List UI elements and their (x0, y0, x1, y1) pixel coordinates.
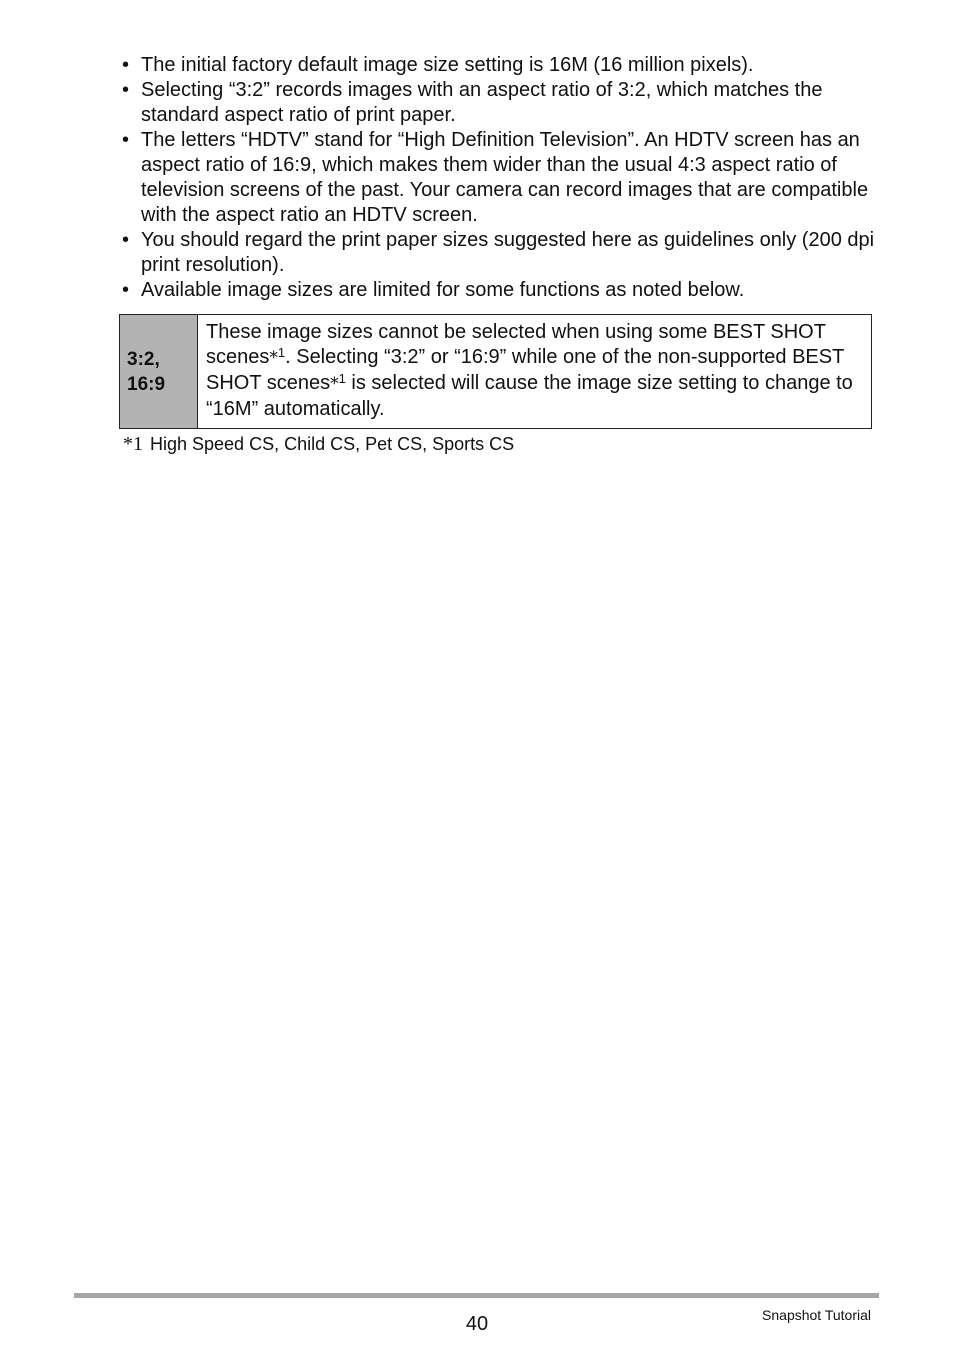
footnote-ref: 1 (338, 371, 346, 386)
restriction-text-cell (198, 315, 872, 429)
restriction-text-part-2: . Selecting “3:2” or “16:9” while one of the non-supported BEST SHOT scenes (206, 346, 844, 394)
bullet-text: You should regard the print paper sizes suggested here as guidelines only (200 dpi print resolution). (141, 229, 875, 276)
restriction-table (119, 314, 872, 429)
footer-divider (74, 1293, 879, 1298)
aspect-ratio-label-cell (120, 315, 198, 429)
bullet-item (120, 78, 880, 128)
table-row (120, 315, 872, 429)
bullet-item (120, 228, 880, 278)
section-title: Snapshot Tutorial (762, 1307, 871, 1323)
label-line-1: 3:2, (127, 348, 160, 370)
bullet-item (120, 278, 880, 303)
restriction-text-part-1: These image sizes cannot be selected when using some BEST SHOT scenes (206, 321, 826, 368)
footnote-text: High Speed CS, Child CS, Pet CS, Sports CS (150, 434, 515, 454)
footnote-mark: *1 (123, 433, 143, 455)
bullet-item (120, 53, 880, 78)
bullet-list (120, 53, 880, 303)
bullet-text: Available image sizes are limited for some functions as noted below. (141, 279, 745, 301)
bullet-text: Selecting “3:2” records images with an aspect ratio of 3:2, which matches the standard aspect ratio of print paper. (141, 79, 823, 126)
bullet-glyph: • (122, 229, 130, 251)
asterisk-mark: * (269, 348, 278, 368)
bullet-glyph: • (122, 79, 130, 101)
bullet-glyph: • (122, 279, 130, 301)
bullet-glyph: • (122, 54, 130, 76)
bullet-text: The initial factory default image size setting is 16M (16 million pixels). (141, 54, 754, 76)
label-line-2: 16:9 (127, 373, 166, 395)
asterisk-mark: * (330, 374, 339, 394)
bullet-glyph: • (122, 129, 130, 151)
page-number: 40 (465, 1313, 489, 1335)
restriction-text-part-3: is selected will cause the image size setting to change to “16M” automatically. (206, 372, 853, 420)
footnote (123, 432, 514, 456)
bullet-item (120, 128, 880, 228)
footnote-ref: 1 (277, 345, 286, 360)
bullet-text: The letters “HDTV” stand for “High Definition Television”. An HDTV screen has an aspect ratio of 16:9, which makes them wider than the usual 4:3 aspect ratio of television screens of the past. Your camera can record images that are compatible with the aspect ratio an HDTV screen. (141, 129, 869, 226)
